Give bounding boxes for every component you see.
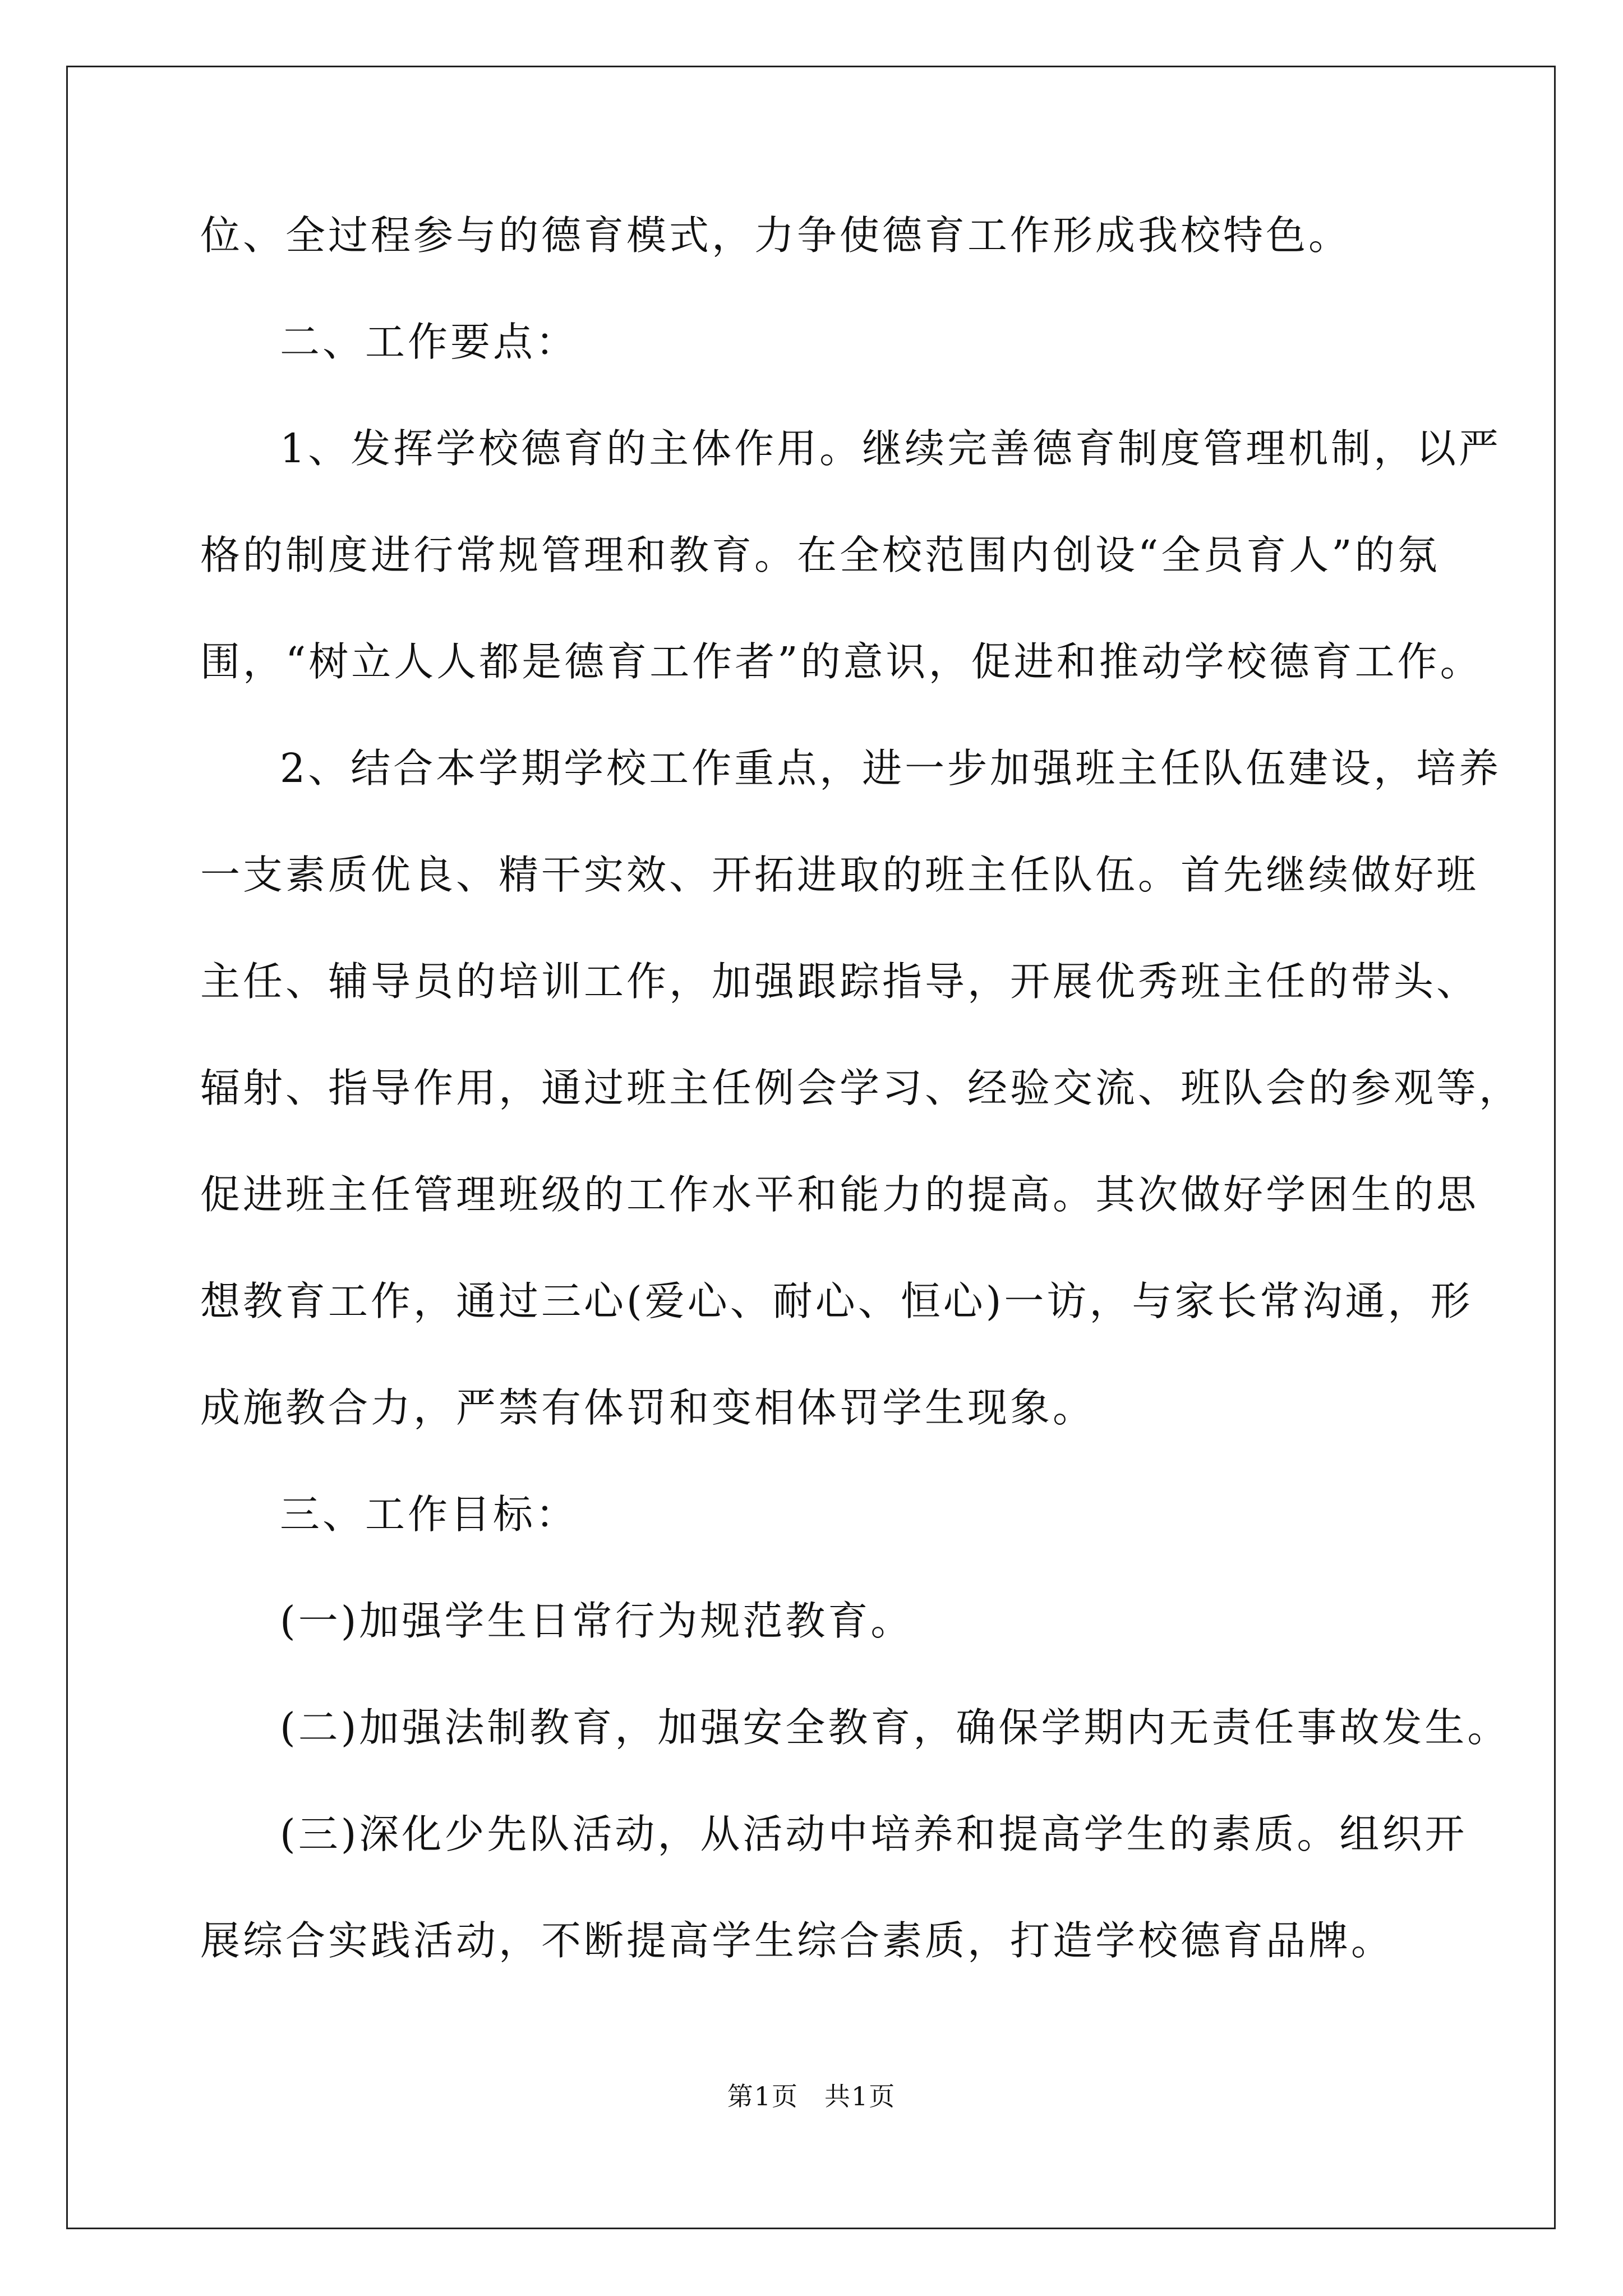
text-line: 促进班主任管理班级的工作水平和能力的提高。其次做好学困生的思 xyxy=(200,1171,1479,1218)
text-line: 围，“树立人人都是德育工作者”的意识，促进和推动学校德育工作。 xyxy=(200,638,1483,685)
section-heading: 二、工作要点： xyxy=(280,319,579,365)
page-total: 共1页 xyxy=(824,2081,896,2111)
text-line: 展综合实践活动，不断提高学生综合素质，打造学校德育品牌。 xyxy=(200,1917,1394,1964)
text-line: 想教育工作，通过三心(爱心、耐心、恒心)一访，与家长常沟通，形 xyxy=(200,1278,1473,1324)
text-line: 2、结合本学期学校工作重点，进一步加强班主任队伍建设，培养 xyxy=(280,745,1502,792)
text-line: 格的制度进行常规管理和教育。在全校范围内创设“全员育人”的氛 xyxy=(200,532,1440,578)
text-line: 成施教合力，严禁有体罚和变相体罚学生现象。 xyxy=(200,1384,1096,1431)
page-border xyxy=(66,66,1556,2229)
text-line: 辐射、指导作用，通过班主任例会学习、经验交流、班队会的参观等， xyxy=(200,1065,1522,1111)
text-line: (三)深化少先队活动，从活动中培养和提高学生的素质。组织开 xyxy=(280,1811,1468,1857)
section-heading: 三、工作目标： xyxy=(280,1491,579,1538)
page-number: 第1页 xyxy=(727,2081,799,2111)
text-line: 1、发挥学校德育的主体作用。继续完善德育制度管理机制，以严 xyxy=(280,425,1502,472)
page-footer xyxy=(0,2079,1623,2113)
text-line: (二)加强法制教育，加强安全教育，确保学期内无责任事故发生。 xyxy=(280,1704,1510,1751)
text-line: (一)加强学生日常行为规范教育。 xyxy=(280,1598,914,1644)
text-line: 主任、辅导员的培训工作，加强跟踪指导，开展优秀班主任的带头、 xyxy=(200,958,1479,1005)
text-line: 位、全过程参与的德育模式，力争使德育工作形成我校特色。 xyxy=(200,212,1352,259)
text-line: 一支素质优良、精干实效、开拓进取的班主任队伍。首先继续做好班 xyxy=(200,852,1479,898)
